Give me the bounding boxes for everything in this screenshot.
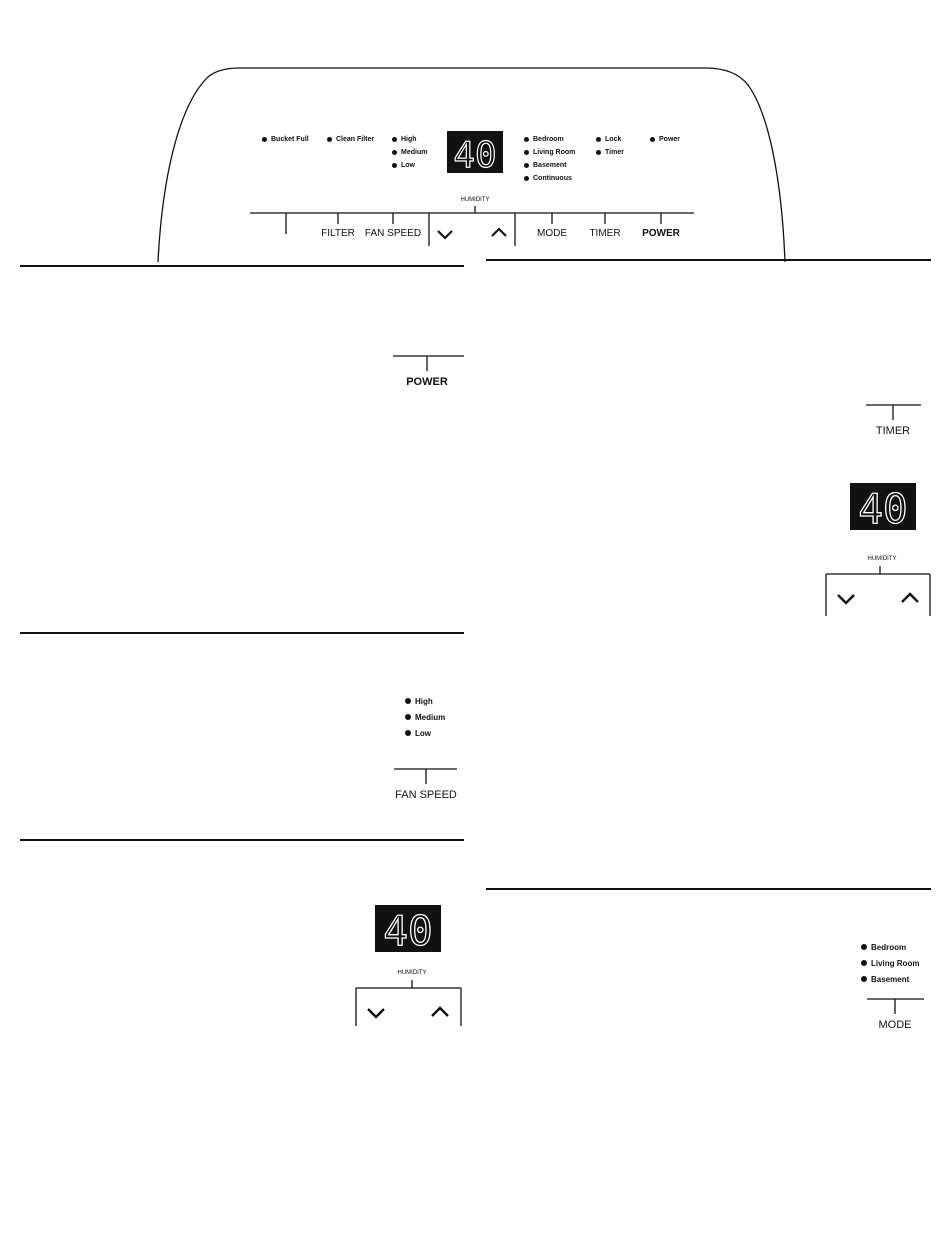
indicator-dot-icon bbox=[596, 150, 601, 155]
indicator-dot-icon bbox=[524, 176, 529, 181]
indicator-dot-icon bbox=[524, 163, 529, 168]
chevron-up-icon bbox=[492, 229, 506, 236]
indicator-bedroom: Bedroom bbox=[861, 939, 919, 955]
power-button[interactable]: POWER bbox=[642, 228, 680, 239]
section-divider bbox=[20, 265, 464, 267]
indicator-power: Power bbox=[650, 133, 680, 146]
mode-indicators bbox=[524, 133, 575, 185]
filter-button[interactable]: FILTER bbox=[321, 228, 355, 239]
indicator-medium: Medium bbox=[392, 146, 427, 159]
indicator-dot-icon bbox=[262, 137, 267, 142]
humidity-down-button-detail[interactable] bbox=[836, 592, 856, 606]
fan-speed-button-lines bbox=[393, 765, 459, 787]
humidity-down-button-lower[interactable] bbox=[366, 1006, 386, 1020]
timer-button-lines bbox=[865, 401, 923, 423]
button-bar-lines bbox=[248, 202, 698, 248]
humidity-buttons-lines bbox=[824, 563, 932, 617]
indicator-high: High bbox=[405, 693, 445, 709]
indicator-dot-icon bbox=[596, 137, 601, 142]
indicator-continuous: Continuous bbox=[524, 172, 575, 185]
indicator-dot-icon bbox=[524, 137, 529, 142]
svg-text:40: 40 bbox=[383, 907, 433, 952]
chevron-down-icon bbox=[438, 231, 452, 238]
indicator-dot-icon bbox=[327, 137, 332, 142]
svg-text:40: 40 bbox=[858, 485, 908, 530]
section-divider bbox=[486, 259, 931, 261]
humidity-display-detail bbox=[850, 483, 916, 530]
timer-button[interactable]: TIMER bbox=[589, 228, 621, 239]
indicator-medium: Medium bbox=[405, 709, 445, 725]
timer-button-detail[interactable]: TIMER bbox=[875, 425, 911, 437]
indicator-dot-icon bbox=[524, 150, 529, 155]
humidity-up-button-lower[interactable] bbox=[430, 1005, 450, 1019]
indicator-dot-icon bbox=[405, 714, 411, 720]
indicator-timer: Timer bbox=[596, 146, 624, 159]
fan-speed-indicators bbox=[392, 133, 427, 172]
mode-button-lines bbox=[866, 995, 926, 1017]
indicator-bedroom: Bedroom bbox=[524, 133, 575, 146]
indicator-dot-icon bbox=[392, 163, 397, 168]
indicator-dot-icon bbox=[392, 150, 397, 155]
humidity-display bbox=[447, 131, 503, 173]
indicator-basement: Basement bbox=[524, 159, 575, 172]
power-button-detail[interactable]: POWER bbox=[406, 376, 448, 388]
section-divider bbox=[486, 888, 931, 890]
humidity-up-button[interactable] bbox=[490, 226, 508, 238]
chevron-up-icon bbox=[902, 594, 918, 602]
chevron-down-icon bbox=[368, 1009, 384, 1017]
humidity-label-detail: HUMIDITY bbox=[867, 556, 897, 562]
lock-timer-indicators bbox=[596, 133, 624, 159]
indicator-lock: Lock bbox=[596, 133, 624, 146]
indicator-low: Low bbox=[392, 159, 427, 172]
indicator-dot-icon bbox=[861, 976, 867, 982]
mode-indicators-detail bbox=[861, 939, 919, 987]
fan-speed-indicators-detail bbox=[405, 693, 445, 741]
svg-text:40: 40 bbox=[453, 135, 497, 173]
indicator-dot-icon bbox=[392, 137, 397, 142]
indicator-bucket-full: Bucket Full bbox=[262, 133, 309, 146]
indicator-dot-icon bbox=[405, 730, 411, 736]
fan-speed-button[interactable]: FAN SPEED bbox=[364, 228, 422, 239]
humidity-label-lower: HUMIDITY bbox=[397, 970, 427, 976]
indicator-living-room: Living Room bbox=[861, 955, 919, 971]
humidity-up-button-detail[interactable] bbox=[900, 591, 920, 605]
fan-speed-button-detail[interactable]: FAN SPEED bbox=[395, 789, 457, 801]
humidity-display-lower bbox=[375, 905, 441, 952]
indicator-low: Low bbox=[405, 725, 445, 741]
chevron-up-icon bbox=[432, 1008, 448, 1016]
indicator-dot-icon bbox=[405, 698, 411, 704]
section-divider bbox=[20, 839, 464, 841]
indicator-dot-icon bbox=[861, 960, 867, 966]
indicator-living-room: Living Room bbox=[524, 146, 575, 159]
indicator-high: High bbox=[392, 133, 427, 146]
indicator-dot-icon bbox=[861, 944, 867, 950]
humidity-label: HUMIDITY bbox=[460, 197, 490, 203]
chevron-down-icon bbox=[838, 595, 854, 603]
indicator-dot-icon bbox=[650, 137, 655, 142]
power-button-lines bbox=[392, 352, 466, 374]
mode-button[interactable]: MODE bbox=[537, 228, 567, 239]
humidity-down-button[interactable] bbox=[436, 228, 454, 240]
mode-button-detail[interactable]: MODE bbox=[878, 1019, 912, 1031]
indicator-basement: Basement bbox=[861, 971, 919, 987]
section-divider bbox=[20, 632, 464, 634]
indicator-clean-filter: Clean Filter bbox=[327, 133, 374, 146]
